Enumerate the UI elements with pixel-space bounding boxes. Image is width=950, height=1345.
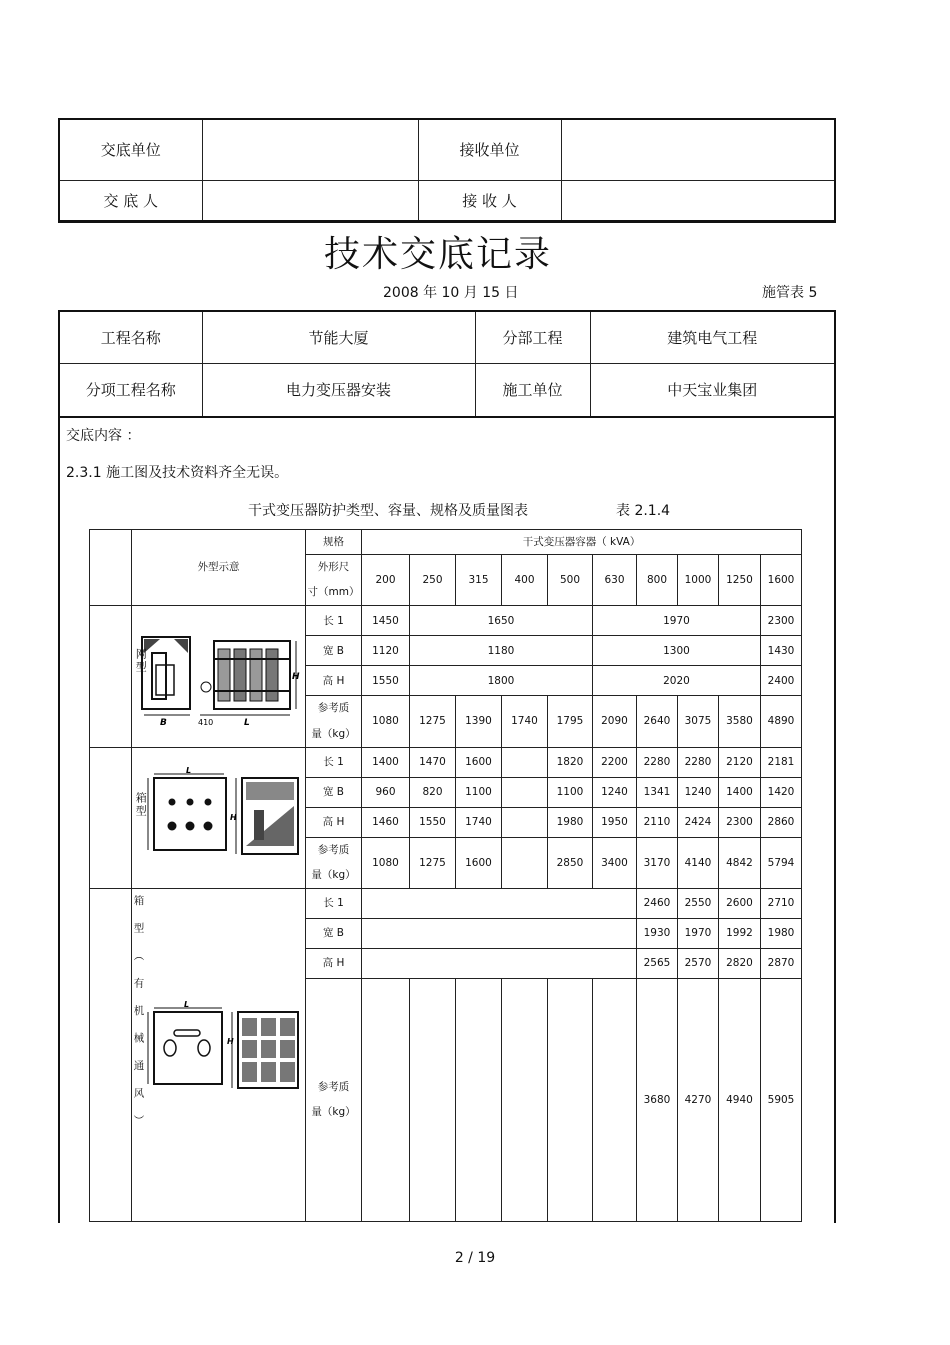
dim-b-label: B	[160, 717, 167, 728]
value-cell: 960	[362, 777, 410, 807]
value-cell: 2600	[719, 889, 761, 919]
value-cell: 2460	[637, 889, 678, 919]
value-cell: 2850	[548, 837, 593, 888]
row-label-width: 宽 B	[306, 636, 362, 666]
capacity-cell: 400	[502, 555, 548, 606]
content-label: 交底内容 ：	[66, 428, 141, 444]
value-cell: 1950	[593, 807, 637, 837]
value-cell: 1420	[761, 777, 802, 807]
type-label: 网型	[134, 648, 148, 675]
row-label-mass	[306, 696, 362, 747]
value-cell: 1400	[362, 747, 410, 777]
empty-cell	[362, 949, 637, 979]
table-number: 表 2.1.4	[616, 503, 671, 519]
page-title: 技术交底记录	[323, 234, 552, 275]
form-number: 施管表 5	[762, 285, 818, 301]
capacity-cell: 200	[362, 555, 410, 606]
value-cell: 2090	[593, 696, 637, 747]
mesh-type-diagram-cell	[132, 606, 306, 747]
value-cell	[502, 747, 548, 777]
value-cell: 4842	[719, 837, 761, 888]
table-caption: 干式变压器防护类型、容量、规格及质量图表	[248, 503, 528, 519]
value-cell: 2110	[637, 807, 678, 837]
value-cell: 4940	[719, 979, 761, 1222]
ventilated-type-diagram-cell	[132, 889, 306, 1222]
value-cell: 5794	[761, 837, 802, 888]
dim-h-label: H	[230, 812, 237, 822]
empty-cell	[410, 979, 456, 1222]
row-label-width: 宽 B	[306, 777, 362, 807]
value-cell: 2424	[678, 807, 719, 837]
row-label-mass	[306, 837, 362, 888]
value-cell: 1930	[637, 919, 678, 949]
mass-label-line1: 参考质	[317, 843, 350, 856]
receiver-unit-value[interactable]	[561, 119, 835, 180]
dim-offset-label: 410	[198, 717, 214, 727]
value-cell: 1341	[637, 777, 678, 807]
box-type-diagram-cell	[132, 747, 306, 888]
spec-table	[89, 529, 802, 1222]
value-cell: 1390	[456, 696, 502, 747]
value-cell: 1980	[761, 919, 802, 949]
value-cell	[502, 807, 548, 837]
value-cell: 1275	[410, 696, 456, 747]
value-cell: 1600	[456, 837, 502, 888]
empty-cell	[362, 889, 637, 919]
receiver-label: 接 收 人	[418, 180, 561, 221]
value-cell: 1820	[548, 747, 593, 777]
document-date: 2008 年 10 月 15 日	[383, 285, 519, 301]
value-cell: 1460	[362, 807, 410, 837]
value-cell: 1430	[761, 636, 802, 666]
project-info-table	[58, 310, 836, 418]
capacity-cell: 1000	[678, 555, 719, 606]
value-cell: 1970	[678, 919, 719, 949]
value-cell: 2280	[678, 747, 719, 777]
value-cell: 2300	[719, 807, 761, 837]
value-cell: 1080	[362, 837, 410, 888]
receiver-unit-label: 接收单位	[418, 119, 561, 180]
value-cell: 1400	[719, 777, 761, 807]
value-cell: 1240	[678, 777, 719, 807]
value-cell: 4270	[678, 979, 719, 1222]
empty-cell	[502, 979, 548, 1222]
value-cell: 1120	[362, 636, 410, 666]
value-cell: 1980	[548, 807, 593, 837]
value-cell	[502, 837, 548, 888]
group-blank	[90, 606, 132, 747]
empty-cell	[548, 979, 593, 1222]
value-cell: 2860	[761, 807, 802, 837]
dim-l-label: L	[244, 717, 250, 728]
item-label: 分项工程名称	[59, 363, 202, 417]
value-cell: 2280	[637, 747, 678, 777]
issuer-label: 交 底 人	[59, 180, 202, 221]
value-cell: 2020	[593, 666, 761, 696]
mass-label-line2: 量（kg）	[311, 868, 356, 881]
value-cell: 2181	[761, 747, 802, 777]
empty-cell	[362, 919, 637, 949]
item-value: 电力变压器安装	[202, 363, 475, 417]
value-cell: 1240	[593, 777, 637, 807]
project-name-value: 节能大厦	[202, 311, 475, 363]
content-item: 2.3.1 施工图及技术资料齐全无误。	[66, 465, 289, 481]
empty-cell	[593, 979, 637, 1222]
value-cell: 3075	[678, 696, 719, 747]
row-label-length: 长 1	[306, 747, 362, 777]
mass-label-line1: 参考质	[317, 1080, 350, 1093]
contractor-label: 施工单位	[475, 363, 590, 417]
value-cell: 2120	[719, 747, 761, 777]
mesh-transformer-diagram	[140, 625, 300, 735]
header-spec-line2: 外形尺	[317, 561, 350, 573]
dim-h-label: H	[292, 671, 300, 682]
row-label-mass	[306, 979, 362, 1222]
value-cell: 3680	[637, 979, 678, 1222]
subsection-label: 分部工程	[475, 311, 590, 363]
value-cell: 1100	[456, 777, 502, 807]
value-cell: 4140	[678, 837, 719, 888]
group-blank	[90, 889, 132, 1222]
value-cell: 3170	[637, 837, 678, 888]
value-cell: 1800	[410, 666, 593, 696]
value-cell: 1740	[456, 807, 502, 837]
value-cell: 2710	[761, 889, 802, 919]
row-label-height: 高 H	[306, 949, 362, 979]
project-name-label: 工程名称	[59, 311, 202, 363]
receiver-value[interactable]	[561, 180, 835, 221]
header-spec: 规格	[306, 530, 362, 555]
value-cell: 2550	[678, 889, 719, 919]
value-cell: 5905	[761, 979, 802, 1222]
value-cell: 1080	[362, 696, 410, 747]
issuer-value[interactable]	[202, 180, 418, 221]
value-cell: 1450	[362, 606, 410, 636]
header-shape: 外型示意	[132, 530, 306, 606]
value-cell: 1100	[548, 777, 593, 807]
empty-cell	[362, 979, 410, 1222]
group-blank	[90, 747, 132, 888]
row-label-height: 高 H	[306, 666, 362, 696]
mass-label-line2: 量（kg）	[311, 727, 356, 740]
capacity-cell: 500	[548, 555, 593, 606]
header-blank	[90, 530, 132, 606]
capacity-cell: 315	[456, 555, 502, 606]
value-cell: 2400	[761, 666, 802, 696]
mass-label-line1: 参考质	[317, 702, 350, 715]
value-cell: 1600	[456, 747, 502, 777]
header-capacity: 干式变压器容器（ kVA）	[362, 530, 802, 555]
header-spec-line3: 寸（mm）	[307, 586, 360, 599]
ventilated-transformer-diagram	[142, 1000, 302, 1110]
contractor-value: 中天宝业集团	[590, 363, 835, 417]
value-cell: 2870	[761, 949, 802, 979]
value-cell: 1550	[410, 807, 456, 837]
capacity-cell: 1600	[761, 555, 802, 606]
issuer-unit-value[interactable]	[202, 119, 418, 180]
type-label: 箱型	[134, 791, 148, 818]
type-label: 箱型（有机械通风）	[132, 895, 145, 1143]
signoff-table	[58, 118, 836, 223]
value-cell: 1300	[593, 636, 761, 666]
mass-label-line2: 量（kg）	[311, 1106, 356, 1119]
value-cell: 1180	[410, 636, 593, 666]
row-label-length: 长 1	[306, 889, 362, 919]
value-cell: 1740	[502, 696, 548, 747]
value-cell: 3400	[593, 837, 637, 888]
empty-cell	[456, 979, 502, 1222]
value-cell: 3580	[719, 696, 761, 747]
capacity-cell: 1250	[719, 555, 761, 606]
row-label-length: 长 1	[306, 606, 362, 636]
value-cell: 4890	[761, 696, 802, 747]
row-label-height: 高 H	[306, 807, 362, 837]
value-cell: 2820	[719, 949, 761, 979]
dim-h-label: H	[227, 1037, 234, 1047]
capacity-cell: 630	[593, 555, 637, 606]
value-cell: 1650	[410, 606, 593, 636]
value-cell	[502, 777, 548, 807]
value-cell: 1795	[548, 696, 593, 747]
value-cell: 1470	[410, 747, 456, 777]
value-cell: 2200	[593, 747, 637, 777]
dim-l-label: L	[184, 1000, 190, 1010]
dim-l-label: L	[186, 765, 192, 775]
page-number: 2 / 19	[454, 1250, 496, 1266]
value-cell: 2640	[637, 696, 678, 747]
row-label-width: 宽 B	[306, 919, 362, 949]
value-cell: 1970	[593, 606, 761, 636]
capacity-cell: 250	[410, 555, 456, 606]
value-cell: 1550	[362, 666, 410, 696]
value-cell: 1275	[410, 837, 456, 888]
value-cell: 1992	[719, 919, 761, 949]
header-spec-size	[306, 555, 362, 606]
value-cell: 2300	[761, 606, 802, 636]
capacity-cell: 800	[637, 555, 678, 606]
subsection-value: 建筑电气工程	[590, 311, 835, 363]
box-transformer-diagram	[142, 766, 302, 876]
value-cell: 2570	[678, 949, 719, 979]
issuer-unit-label: 交底单位	[59, 119, 202, 180]
value-cell: 820	[410, 777, 456, 807]
value-cell: 2565	[637, 949, 678, 979]
